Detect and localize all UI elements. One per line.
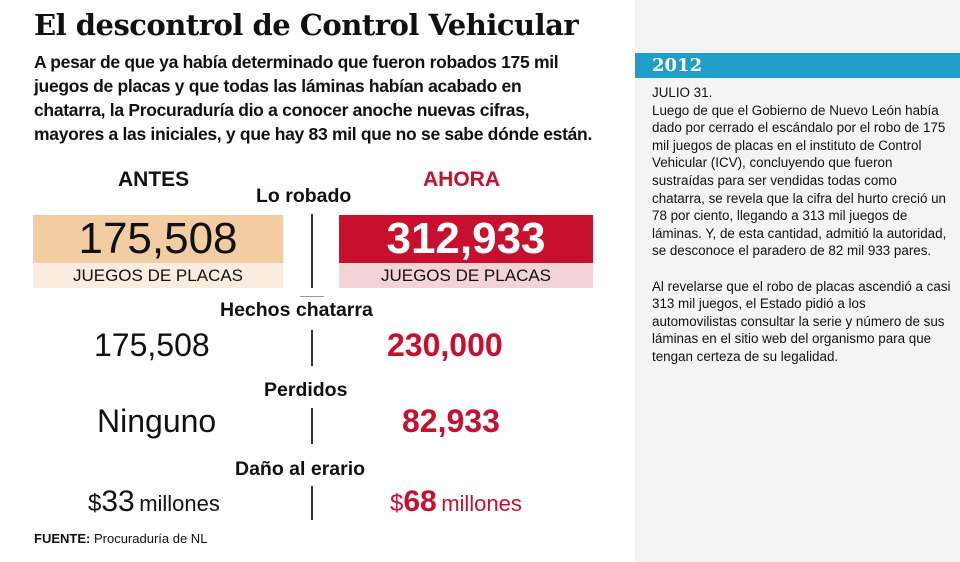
headline: El descontrol de Control Vehicular [34, 8, 579, 42]
erario-antes-unit: millones [139, 491, 220, 516]
sidebar-panel [635, 0, 960, 562]
erario-antes-amount [88, 485, 220, 519]
section-title-perdidos: Perdidos [264, 379, 348, 401]
sidebar-article [652, 84, 952, 383]
article-paragraph: Luego de que el Gobierno de Nuevo León había dado por cerrado el escándalo por el robo de 175 mil juegos de placas en el instituto de Control Vehicular (ICV), concluyendo que fueron sustraídas para ser vendidas todas como chatarra, se revela que la cifra del hurto creció un 78 por ciento, llegando a 313 mil juegos de láminas. Y, de esta cantidad, admitió la autoridad, se desconoce el paradero de 82 mil 933 pares. [652, 102, 947, 259]
divider-vertical [311, 486, 313, 520]
chatarra-ahora-value: 230,000 [387, 327, 503, 363]
article-paragraph: Al revelarse que el robo de placas ascendió a casi 313 mil juegos, el Estado pidió a los automovilistas consultar la serie y número de sus láminas en el sitio web del organismo para que tengan certeza de su legalidad. [652, 278, 951, 364]
article-date: JULIO 31. [652, 85, 713, 100]
divider-vertical [311, 408, 313, 444]
perdidos-antes-value: Ninguno [97, 403, 217, 439]
deck-text: A pesar de que ya había determinado que fueron robados 175 mil juegos de placas y que todas las láminas habían acabado en chatarra, la Procuraduría dio a conocer anoche nuevas cifras, mayores a las iniciales, y que hay 83 mil que no se sabe dónde están. [34, 52, 593, 144]
column-label-ahora: AHORA [423, 168, 500, 191]
erario-ahora-unit: millones [441, 491, 522, 516]
divider-horizontal [300, 296, 324, 297]
robado-ahora-unit: JUEGOS DE PLACAS [339, 263, 593, 288]
year-banner [635, 53, 960, 78]
year-label: 2012 [652, 55, 703, 76]
source-credit [34, 531, 207, 546]
currency-symbol: $ [88, 490, 102, 517]
robado-antes-value: 175,508 [33, 215, 283, 263]
robado-antes-unit: JUEGOS DE PLACAS [33, 263, 283, 288]
perdidos-ahora-value: 82,933 [402, 403, 500, 439]
divider-vertical [311, 330, 313, 366]
section-title-chatarra: Hechos chatarra [220, 299, 373, 321]
source-text: Procuraduría de NL [93, 531, 208, 546]
erario-ahora-value: 68 [403, 485, 437, 518]
erario-antes-value: 33 [101, 485, 135, 518]
divider-vertical [311, 214, 313, 288]
robado-ahora-value: 312,933 [339, 215, 593, 263]
chatarra-antes-value: 175,508 [94, 327, 210, 363]
currency-symbol: $ [390, 490, 404, 517]
section-title-robado: Lo robado [256, 185, 352, 207]
source-label: FUENTE: [34, 531, 91, 546]
column-label-antes: ANTES [118, 168, 190, 191]
erario-ahora-amount [390, 485, 522, 519]
section-title-erario: Daño al erario [235, 458, 366, 480]
